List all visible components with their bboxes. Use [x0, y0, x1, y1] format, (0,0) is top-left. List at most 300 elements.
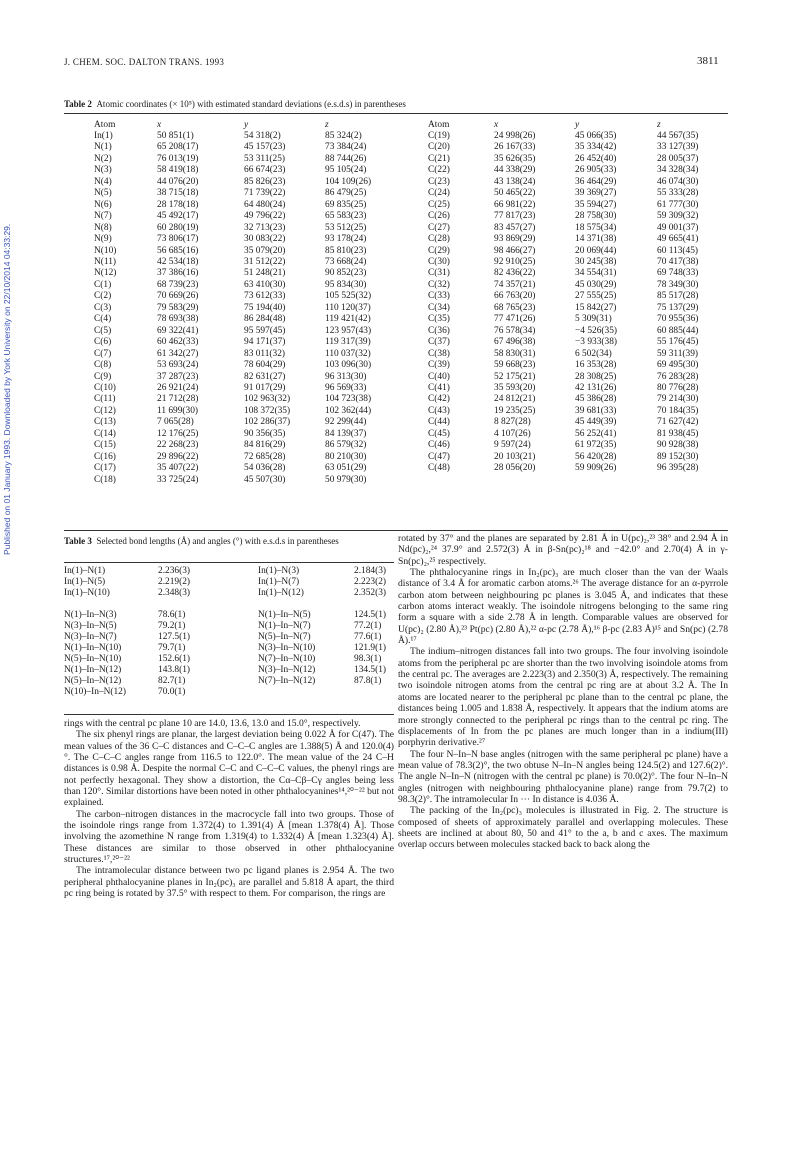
table-row [428, 291, 717, 302]
table-cell: 5 309(31) [575, 314, 612, 325]
table-row [64, 577, 394, 588]
table-cell: In(1)–N(5) [64, 577, 106, 587]
table-cell: N(1)–In–N(10) [64, 643, 122, 653]
table-cell: 71 739(22) [244, 188, 286, 199]
table-row [94, 154, 385, 165]
table-cell: 94 171(37) [244, 337, 286, 348]
table-cell: 55 176(45) [657, 337, 699, 348]
table-cell: 95 834(30) [325, 279, 367, 290]
table-cell: 78.6(1) [158, 610, 186, 620]
table-row [94, 337, 385, 348]
table-cell: 82.7(1) [158, 676, 186, 686]
table-cell: C(46) [428, 440, 450, 451]
table-cell: 28 056(20) [494, 463, 536, 474]
table-cell [354, 687, 394, 698]
table-cell: 39 369(27) [575, 188, 617, 199]
table-row [428, 268, 717, 279]
table-cell: 61 972(35) [575, 440, 617, 451]
table-row [94, 223, 385, 234]
table3-caption [64, 536, 394, 547]
table-cell: 91 017(29) [244, 382, 286, 393]
table-cell: 45 386(28) [575, 394, 617, 405]
table-cell: In(1) [94, 131, 113, 141]
table-cell: 70 417(38) [657, 256, 699, 267]
table3-top-rule [64, 562, 394, 563]
table-row [94, 211, 385, 222]
table-cell: C(32) [428, 279, 450, 290]
table-row [64, 621, 394, 632]
table-cell: C(14) [94, 428, 116, 439]
table-cell: 2.219(2) [158, 577, 191, 587]
table-row [428, 154, 717, 165]
table-cell: 55 333(28) [657, 188, 699, 199]
table-cell: 11 699(30) [157, 405, 199, 416]
table-cell: 30 083(22) [244, 234, 286, 245]
table-cell: N(5)–In–N(7) [258, 632, 311, 642]
table-cell: In(1)–N(3) [258, 566, 300, 576]
table-row [428, 463, 717, 474]
table-cell: 76 283(28) [657, 371, 699, 382]
table-cell: 83 011(32) [244, 348, 286, 359]
table-cell: N(2) [94, 153, 112, 164]
table-cell: 64 480(24) [244, 199, 286, 210]
paragraph: rings with the central pc plane 10 are 14.0, 13.6, 13.0 and 15.0°, respectively. [64, 718, 361, 729]
body-left-column [64, 718, 394, 900]
table-cell: C(34) [428, 302, 450, 313]
table-cell: C(17) [94, 463, 116, 474]
col-y: y [575, 120, 580, 130]
table-cell: 4 107(26) [494, 428, 531, 439]
table-cell: C(36) [428, 325, 450, 336]
table-cell: 37 386(16) [157, 268, 199, 279]
table-cell: 71 627(42) [657, 417, 699, 428]
table3-bottom-rule [64, 714, 394, 715]
table-cell: 77 471(26) [494, 314, 536, 325]
table-row [94, 291, 385, 302]
table-cell: 21 712(28) [157, 394, 199, 405]
col-atom: Atom [94, 120, 116, 130]
table-cell: C(9) [94, 371, 112, 382]
table-cell: 44 567(35) [657, 131, 699, 141]
table-cell: 33 127(39) [657, 142, 699, 153]
table-cell: 73 806(17) [157, 234, 199, 245]
table-cell: 9 597(24) [494, 440, 531, 451]
table-cell: 24 812(21) [494, 394, 536, 405]
table2-left-header [94, 119, 385, 131]
table-cell: 68 739(23) [157, 279, 199, 290]
table-row [428, 257, 717, 268]
table-cell: 86 479(25) [325, 188, 367, 199]
table-row [428, 246, 717, 257]
table-cell: 56 420(28) [575, 451, 617, 462]
table-row [94, 200, 385, 211]
table-cell: C(3) [94, 302, 112, 313]
table-cell: 119 421(42) [325, 314, 371, 325]
table-cell: N(7) [94, 211, 112, 222]
table-row [94, 463, 385, 474]
table-row [94, 326, 385, 337]
table-cell: N(11) [94, 256, 117, 267]
table-cell: N(12) [94, 268, 117, 279]
table-cell: N(10) [94, 245, 117, 256]
table-cell: 26 452(40) [575, 153, 617, 164]
table-row [64, 654, 394, 665]
table-cell: 76 578(34) [494, 325, 536, 336]
table-cell: 77.6(1) [354, 632, 382, 642]
table-cell: 85 826(23) [244, 176, 286, 187]
table-row [94, 177, 385, 188]
table-cell: N(3)–In–N(7) [64, 632, 117, 642]
table-cell: 102 286(37) [244, 417, 291, 428]
table-cell: In(1)–N(1) [64, 566, 106, 576]
table-cell: C(41) [428, 382, 450, 393]
table-cell: 45 030(29) [575, 279, 617, 290]
table-cell: 85 324(2) [325, 131, 362, 141]
table-row [428, 383, 717, 394]
table-row [94, 257, 385, 268]
table-cell: 58 419(18) [157, 165, 199, 176]
table-cell: 42 534(18) [157, 256, 199, 267]
table-cell: 33 725(24) [157, 474, 199, 485]
table-cell: 50 979(30) [325, 474, 367, 485]
table-cell: C(2) [94, 291, 112, 302]
table-cell: 27 555(25) [575, 291, 617, 302]
paragraph: The four N–In–N base angles (nitrogen with the same peripheral pc plane) have a mean value of 78.3(2)°, the two obtuse N–In–N angles being 124.5(2) and 127.6(2)°. The angle N–In–N (nitrogen with the central pc plane) is 70.0(2)°. The four N–In–N angles (nitrogen with neighbouring phthalocyanine plane) range from 79.7(2) to 98.3(2)°. The intramolecular In ⋯ In distance is 4.036 Å. [398, 748, 728, 805]
table-cell: 98 466(27) [494, 245, 536, 256]
table-cell: 69 322(41) [157, 325, 199, 336]
table-row [64, 676, 394, 687]
table-cell: C(35) [428, 314, 450, 325]
table-cell: 78 604(29) [244, 360, 286, 371]
table-cell: 34 328(34) [657, 165, 699, 176]
table-cell: N(3)–In–N(12) [258, 665, 316, 675]
table-cell: 86 579(32) [325, 440, 367, 451]
table-cell: C(39) [428, 360, 450, 371]
table-cell: C(6) [94, 337, 112, 348]
table-row [94, 394, 385, 405]
spacer-cell [64, 599, 394, 610]
table-cell: C(38) [428, 348, 450, 359]
table-cell: 49 001(37) [657, 222, 699, 233]
table-cell: 75 137(29) [657, 302, 699, 313]
table-cell [258, 687, 354, 698]
table-cell: 84 139(37) [325, 428, 367, 439]
table-cell: N(5)–In–N(12) [64, 676, 122, 686]
table-cell: 79 583(29) [157, 302, 199, 313]
table-row [428, 360, 717, 371]
table-cell: N(8) [94, 222, 112, 233]
col-x: x [494, 120, 499, 130]
table-row [94, 383, 385, 394]
table-row [428, 394, 717, 405]
table-cell: N(3)–In–N(5) [64, 621, 117, 631]
table-row [428, 200, 717, 211]
table-cell: 86 284(48) [244, 314, 286, 325]
table-cell: 69 748(33) [657, 268, 699, 279]
table-cell: 102 362(44) [325, 405, 372, 416]
table-cell: 110 037(32) [325, 348, 371, 359]
table-cell: 77 817(23) [494, 211, 536, 222]
table-cell: 2.236(3) [158, 566, 191, 576]
table-cell: 35 407(22) [157, 463, 199, 474]
table-cell: C(43) [428, 405, 450, 416]
table-cell: 60 885(44) [657, 325, 699, 336]
table-cell: C(15) [94, 440, 116, 451]
row-spacer [64, 599, 394, 610]
table-cell: 90 356(35) [244, 428, 286, 439]
table-cell: 54 318(2) [244, 131, 281, 141]
table-row [94, 268, 385, 279]
table-cell: 36 464(29) [575, 176, 617, 187]
table-cell: 39 681(33) [575, 405, 617, 416]
table-cell: 102 963(32) [244, 394, 291, 405]
table-cell: 52 175(21) [494, 371, 536, 382]
paragraph: The intramolecular distance between two pc ligand planes is 2.954 Å. The two peripheral phthalocyanine planes in In₂(pc)₃ are parallel and 5.818 Å apart, the third pc ring being is rotated by 37.5° with respect to them. For comparison, the rings are [64, 865, 394, 900]
col-x: x [157, 120, 162, 130]
table-cell: C(11) [94, 394, 116, 405]
table-cell: 8 827(28) [494, 417, 531, 428]
table-cell: 61 777(30) [657, 199, 699, 210]
table-cell: 34 554(31) [575, 268, 617, 279]
table-cell: C(48) [428, 463, 450, 474]
page-number: 3811 [697, 55, 719, 67]
table-cell: 79 214(30) [657, 394, 699, 405]
table-cell: 66 981(22) [494, 199, 536, 210]
table-cell: 51 248(21) [244, 268, 286, 279]
table-cell: 44 076(20) [157, 176, 199, 187]
table-cell: 45 157(23) [244, 142, 286, 153]
table-cell: 76 013(19) [157, 153, 199, 164]
table-row [64, 610, 394, 621]
table-row [64, 588, 394, 599]
table-cell: 69 495(30) [657, 360, 699, 371]
table-row [428, 303, 717, 314]
paragraph: The carbon–nitrogen distances in the macrocycle fall into two groups. Those of the isoindole rings range from 1.372(4) to 1.391(4) Å [mean 1.378(4) Å]. Those involving the azomethine N range from 1.319(4) to 1.332(4) Å [mean 1.323(4) Å]. These distances are similar to those observed in other phthalocyanine structures.¹⁷,²⁰⁻²² [64, 808, 394, 866]
table-cell: 121.9(1) [354, 643, 387, 653]
table-row [428, 177, 717, 188]
table-cell: 69 835(25) [325, 199, 367, 210]
table2-bottom-rule [64, 530, 728, 531]
table-cell: 35 593(20) [494, 382, 536, 393]
download-notice-text: Published on 01 January 1993. Downloaded by York University on 22/10/2014 04:33:29. [2, 223, 12, 555]
table-cell: 58 830(31) [494, 348, 536, 359]
table-cell: C(13) [94, 417, 116, 428]
table-cell: 70.0(1) [158, 687, 186, 697]
table-cell: 24 998(26) [494, 131, 536, 141]
table-cell: C(28) [428, 234, 450, 245]
table-cell: C(18) [94, 474, 116, 485]
table-cell: 60 280(19) [157, 222, 199, 233]
table-cell: 65 583(23) [325, 211, 367, 222]
table-row [428, 211, 717, 222]
table-row [428, 142, 717, 153]
table-cell: 92 910(25) [494, 256, 536, 267]
table-row [94, 372, 385, 383]
table-cell: 18 575(34) [575, 222, 617, 233]
table-cell: C(27) [428, 222, 450, 233]
table-cell: 75 194(40) [244, 302, 286, 313]
table2-left-body [94, 131, 385, 486]
table-cell: 6 502(34) [575, 348, 612, 359]
table-cell: 2.184(3) [354, 566, 387, 576]
table2-right-body [428, 131, 717, 475]
table-cell: 28 005(37) [657, 153, 699, 164]
table-cell: 96 313(30) [325, 371, 367, 382]
table-cell: N(3) [94, 165, 112, 176]
paragraph: The phthalocyanine rings in In₂(pc)₃ are much closer than the van der Waals distance of 3.4 Å for aromatic carbon atoms.²⁶ The average distance for an α-pyrrole carbon atom between neighbouring pc planes is 3.045 Å, and indicates that these carbon atoms interact weakly. The isoindole nitrogens belonging to the same ring form a square with a side 2.78 Å in length. Comparable values are observed for U(pc)₂ (2.80 Å),²³ Pt(pc) (2.80 Å),²² α-pc (2.78 Å),¹⁶ β-pc (2.83 Å)¹⁵ and Sn(pc) (2.78 Å).¹⁷ [398, 567, 728, 647]
table-cell: N(1)–In–N(7) [258, 621, 311, 631]
table-cell: 50 465(22) [494, 188, 536, 199]
table2-right-block [428, 119, 717, 475]
table-row [64, 643, 394, 654]
table-cell: 110 120(37) [325, 302, 371, 313]
table-cell: 19 235(25) [494, 405, 536, 416]
table-cell: 29 896(22) [157, 451, 199, 462]
table-row [428, 417, 717, 428]
table-cell: 45 492(17) [157, 211, 199, 222]
table-cell: −4 526(35) [575, 325, 617, 336]
table-cell: 77.2(1) [354, 621, 382, 631]
table-row [94, 131, 385, 142]
table-cell: 85 810(23) [325, 245, 367, 256]
table-row [428, 165, 717, 176]
table-cell: 12 176(25) [157, 428, 199, 439]
table-cell: C(26) [428, 211, 450, 222]
table-cell: 50 851(1) [157, 131, 194, 141]
table-cell: 28 308(25) [575, 371, 617, 382]
table-cell: C(29) [428, 245, 450, 256]
table-cell: 16 353(28) [575, 360, 617, 371]
table-cell: 37 287(23) [157, 371, 199, 382]
table-cell: 45 066(35) [575, 131, 617, 141]
table-cell: 73 384(24) [325, 142, 367, 153]
table-cell: 63 410(30) [244, 279, 286, 290]
table-cell: 46 074(30) [657, 176, 699, 187]
table2-right-header [428, 119, 717, 131]
table-cell: 22 268(23) [157, 440, 199, 451]
table-cell: C(45) [428, 428, 450, 439]
table-cell: 95 105(24) [325, 165, 367, 176]
table-cell: N(1)–In–N(3) [64, 610, 117, 620]
table-cell: 70 669(26) [157, 291, 199, 302]
table-cell: 20 069(44) [575, 245, 617, 256]
table-row [428, 406, 717, 417]
table-cell: 80 210(30) [325, 451, 367, 462]
table-cell: 35 626(35) [494, 153, 536, 164]
table-cell: N(1)–In–N(5) [258, 610, 311, 620]
table-row [94, 349, 385, 360]
table-cell: 28 178(18) [157, 199, 199, 210]
table-cell: C(10) [94, 382, 116, 393]
table-cell: In(1)–N(12) [258, 588, 304, 598]
table-cell: 53 693(24) [157, 360, 199, 371]
table3-caption-text: Selected bond lengths (Å) and angles (°) with e.s.d.s in parentheses [96, 536, 339, 546]
table-row [94, 440, 385, 451]
table-cell: 70 955(36) [657, 314, 699, 325]
table-cell: 127.5(1) [158, 632, 191, 642]
table-cell: 15 842(27) [575, 302, 617, 313]
table-cell: 134.5(1) [354, 665, 387, 675]
table-cell: 79.7(1) [158, 643, 186, 653]
table-cell: 45 507(30) [244, 474, 286, 485]
table-row [94, 165, 385, 176]
col-y: y [244, 120, 249, 130]
table-cell: 63 051(29) [325, 463, 367, 474]
table-row [428, 326, 717, 337]
table-cell: C(44) [428, 417, 450, 428]
table-cell: 30 245(38) [575, 256, 617, 267]
table-row [64, 566, 394, 577]
table-cell: 92 299(44) [325, 417, 367, 428]
table-cell: C(8) [94, 360, 112, 371]
table-cell: 108 372(35) [244, 405, 291, 416]
table-cell: 53 311(25) [244, 153, 286, 164]
table-cell: N(9) [94, 234, 112, 245]
table-cell: 2.352(3) [354, 588, 387, 598]
table-cell: 119 317(39) [325, 337, 371, 348]
table-row [94, 246, 385, 257]
table-cell: 87.8(1) [354, 676, 382, 686]
table-cell: C(24) [428, 188, 450, 199]
table-cell: 66 674(23) [244, 165, 286, 176]
table-cell: 2.348(3) [158, 588, 191, 598]
table-cell: 88 744(26) [325, 153, 367, 164]
table-cell: 54 036(28) [244, 463, 286, 474]
table-cell: N(1)–In–N(12) [64, 665, 122, 675]
table-cell: C(1) [94, 279, 112, 290]
table-cell: N(3)–In–N(10) [258, 643, 316, 653]
table-cell: C(33) [428, 291, 450, 302]
table-cell: N(10)–In–N(12) [64, 687, 126, 697]
table-row [94, 406, 385, 417]
table-cell: 80 776(28) [657, 382, 699, 393]
table-cell: 56 252(41) [575, 428, 617, 439]
table-row [428, 314, 717, 325]
table-cell: C(22) [428, 165, 450, 176]
table-cell: 49 796(22) [244, 211, 286, 222]
table-cell: 32 713(23) [244, 222, 286, 233]
table-row [94, 452, 385, 463]
table-cell: C(42) [428, 394, 450, 405]
table-cell: C(20) [428, 142, 450, 153]
table-cell: 96 569(33) [325, 382, 367, 393]
table-cell: C(7) [94, 348, 112, 359]
table-cell: 95 597(45) [244, 325, 286, 336]
table3-label: Table 3 [64, 536, 92, 546]
table-cell: C(23) [428, 176, 450, 187]
table-cell: N(6) [94, 199, 112, 210]
table-row [94, 234, 385, 245]
table-cell: C(37) [428, 337, 450, 348]
table-cell: 84 816(29) [244, 440, 286, 451]
table-cell: 103 096(30) [325, 360, 372, 371]
table-row [64, 687, 394, 698]
table-cell: 93 869(29) [494, 234, 536, 245]
table-cell: 53 512(25) [325, 222, 367, 233]
table-cell: C(21) [428, 153, 450, 164]
table-cell: 104 723(38) [325, 394, 372, 405]
table-cell: 143.8(1) [158, 665, 191, 675]
table-cell: 68 765(23) [494, 302, 536, 313]
table-cell: C(40) [428, 371, 450, 382]
table-cell: C(30) [428, 256, 450, 267]
table-row [428, 452, 717, 463]
table-cell: 44 338(29) [494, 165, 536, 176]
table-cell: 45 449(39) [575, 417, 617, 428]
table-cell: 79.2(1) [158, 621, 186, 631]
table-cell: N(7)–In–N(12) [258, 676, 316, 686]
table-row [428, 349, 717, 360]
